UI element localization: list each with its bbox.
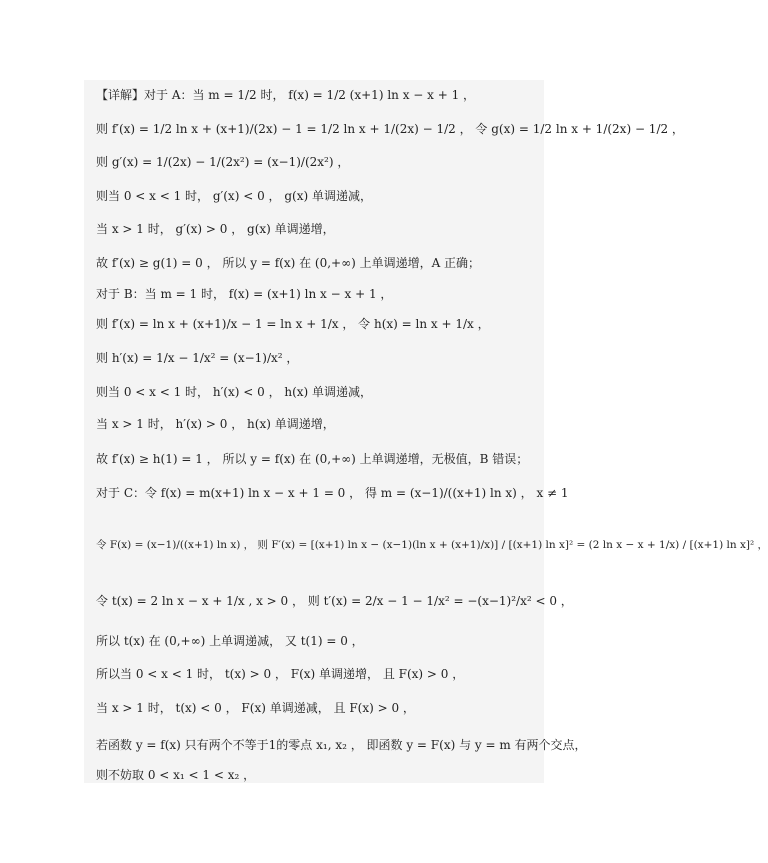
line-4: 则当 0 < x < 1 时， g′(x) < 0 ， g(x) 单调递减， — [96, 189, 372, 203]
line-13: 对于 C：令 f(x) = m(x+1) ln x − x + 1 = 0 ， 得 m = (x−1)/((x+1) ln x) ， x ≠ 1 — [96, 486, 569, 500]
line-12: 故 f′(x) ≥ h(1) = 1 ， 所以 y = f(x) 在 (0,+∞) 上单调递增，无极值，B 错误； — [96, 452, 529, 466]
line-10: 则当 0 < x < 1 时， h′(x) < 0 ， h(x) 单调递减， — [96, 385, 373, 399]
line-5: 当 x > 1 时， g′(x) > 0 ， g(x) 单调递增， — [96, 222, 335, 236]
line-9: 则 h′(x) = 1/x − 1/x² = (x−1)/x² ， — [96, 351, 299, 365]
line-16: 所以 t(x) 在 (0,+∞) 上单调递减， 又 t(1) = 0 ， — [96, 634, 364, 648]
line-20: 则不妨取 0 < x₁ < 1 < x₂ ， — [96, 768, 256, 782]
line-7: 对于 B：当 m = 1 时， f(x) = (x+1) ln x − x + 1 ， — [96, 287, 393, 301]
line-11: 当 x > 1 时， h′(x) > 0 ， h(x) 单调递增， — [96, 417, 335, 431]
line-15: 令 t(x) = 2 ln x − x + 1/x , x > 0 ， 则 t′(x) = 2/x − 1 − 1/x² = −(x−1)²/x² < 0 ， — [96, 594, 573, 608]
line-6: 故 f′(x) ≥ g(1) = 0 ， 所以 y = f(x) 在 (0,+∞) 上单调递增，A 正确； — [96, 256, 481, 270]
line-2: 则 f′(x) = 1/2 ln x + (x+1)/(2x) − 1 = 1/2 ln x + 1/(2x) − 1/2 ， 令 g(x) = 1/2 ln x + 1/(2x) − 1/2 ， — [96, 122, 684, 136]
line-19: 若函数 y = f(x) 只有两个不等于1的零点 x₁, x₂ ， 即函数 y = F(x) 与 y = m 有两个交点， — [96, 738, 587, 752]
line-1: 【详解】对于 A：当 m = 1/2 时， f(x) = 1/2 (x+1) ln x − x + 1 ， — [96, 88, 476, 102]
line-8: 则 f′(x) = ln x + (x+1)/x − 1 = ln x + 1/x ， 令 h(x) = ln x + 1/x ， — [96, 317, 490, 331]
line-17: 所以当 0 < x < 1 时， t(x) > 0 ， F(x) 单调递增， 且 F(x) > 0 ， — [96, 667, 465, 681]
line-14: 令 F(x) = (x−1)/((x+1) ln x) ， 则 F′(x) = [(x+1) ln x − (x−1)(ln x + (x+1)/x)] / [(x+1) ln x]² = (2 ln x − x + 1/x) / [(x+1) ln x]² ， — [96, 539, 768, 551]
line-3: 则 g′(x) = 1/(2x) − 1/(2x²) = (x−1)/(2x²) ， — [96, 155, 350, 169]
line-18: 当 x > 1 时， t(x) < 0 ， F(x) 单调递减， 且 F(x) > 0 ， — [96, 701, 415, 715]
